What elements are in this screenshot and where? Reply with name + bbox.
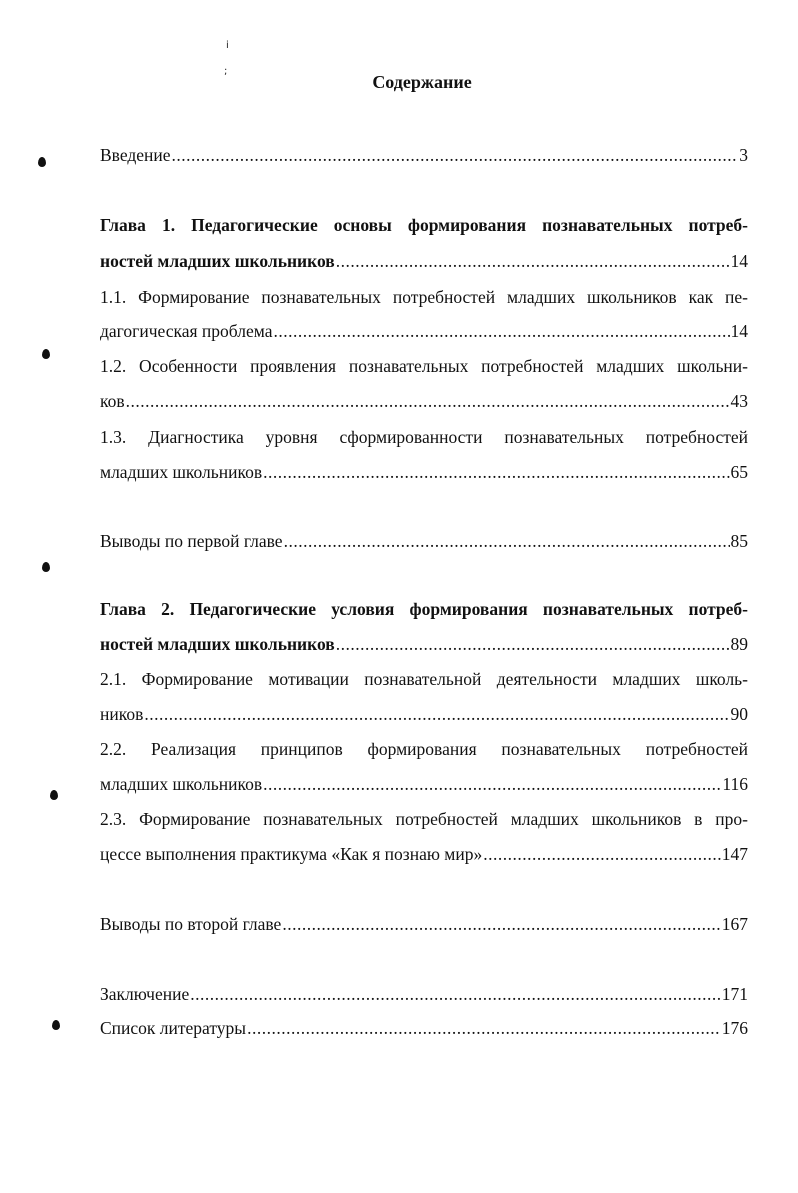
toc-page-number: 14: [730, 321, 748, 341]
toc-entry-title: Список литературы: [100, 1018, 247, 1038]
toc-page-number: 171: [721, 984, 748, 1004]
toc-entry-title: ностей младших школьников: [100, 251, 335, 271]
binding-hole-mark: [52, 1020, 60, 1030]
toc-entry-title: дагогическая проблема: [100, 321, 273, 341]
toc-entry-chapter-2-line1[interactable]: Глава 2. Педагогические условия формирования познавательных потреб-: [100, 599, 748, 619]
scan-mark: i: [226, 40, 229, 51]
dot-leader: [336, 250, 730, 272]
dot-leader: [190, 983, 721, 1005]
dot-leader: [336, 633, 730, 655]
toc-entry-title: младших школьников: [100, 462, 263, 482]
toc-entry-title: ников: [100, 704, 144, 724]
toc-page-number: 43: [730, 391, 748, 411]
dot-leader: [282, 913, 720, 935]
toc-page-number: 147: [721, 844, 748, 864]
toc-entry-chapter-2[interactable]: [100, 633, 748, 655]
toc-entry-title: ков: [100, 391, 125, 411]
toc-entry-conclusions-2[interactable]: [100, 913, 748, 935]
toc-page-number: 176: [721, 1018, 748, 1038]
toc-page-number: 65: [730, 462, 748, 482]
toc-page-number: 116: [722, 774, 748, 794]
toc-page-number: 89: [730, 634, 748, 654]
toc-entry-section-1-2-line1[interactable]: 1.2. Особенности проявления познавательных потребностей младших школьни-: [100, 356, 748, 376]
binding-hole-mark: [42, 349, 50, 359]
toc-page-number: 167: [721, 914, 748, 934]
toc-entry-section-2-2-line1[interactable]: 2.2. Реализация принципов формирования познавательных потребностей: [100, 739, 748, 759]
dot-leader: [483, 843, 721, 865]
toc-page-number: 85: [730, 531, 748, 551]
dot-leader: [144, 703, 729, 725]
dot-leader: [273, 320, 729, 342]
toc-entry-section-2-3[interactable]: [100, 843, 748, 865]
scan-mark: ;: [224, 66, 228, 77]
toc-entry-conclusion[interactable]: [100, 983, 748, 1005]
dot-leader: [284, 530, 730, 552]
toc-entry-section-1-3[interactable]: [100, 461, 748, 483]
toc-entry-title: Заключение: [100, 984, 190, 1004]
dot-leader: [247, 1017, 721, 1039]
toc-page-number: 3: [739, 145, 748, 165]
binding-hole-mark: [42, 562, 50, 572]
toc-page-number: 90: [730, 704, 748, 724]
toc-entry-chapter-1-line1[interactable]: Глава 1. Педагогические основы формирования познавательных потреб-: [100, 215, 748, 235]
toc-entry-title: Выводы по первой главе: [100, 531, 283, 551]
toc-entry-intro[interactable]: [100, 144, 748, 166]
dot-leader: [263, 773, 721, 795]
binding-hole-mark: [38, 157, 46, 167]
toc-entry-section-1-3-line1[interactable]: 1.3. Диагностика уровня сформированности познавательных потребностей: [100, 427, 748, 447]
binding-hole-mark: [50, 790, 58, 800]
toc-entry-chapter-1[interactable]: [100, 250, 748, 272]
page-title: Содержание: [372, 72, 472, 92]
toc-page-number: 14: [730, 251, 748, 271]
dot-leader: [263, 461, 729, 483]
toc-entry-title: Введение: [100, 145, 171, 165]
toc-entry-title: цессе выполнения практикума «Как я познаю мир»: [100, 844, 483, 864]
toc-entry-section-2-1-line1[interactable]: 2.1. Формирование мотивации познавательной деятельности младших школь-: [100, 669, 748, 689]
toc-entry-title: Выводы по второй главе: [100, 914, 282, 934]
dot-leader: [172, 144, 739, 166]
dot-leader: [126, 390, 730, 412]
toc-entry-section-1-1[interactable]: [100, 320, 748, 342]
toc-entry-section-1-1-line1[interactable]: 1.1. Формирование познавательных потребностей младших школьников как пе-: [100, 287, 748, 307]
toc-entry-references[interactable]: [100, 1017, 748, 1039]
toc-entry-title: ностей младших школьников: [100, 634, 335, 654]
toc-entry-section-2-3-line1[interactable]: 2.3. Формирование познавательных потребностей младших школьников в про-: [100, 809, 748, 829]
toc-entry-section-2-2[interactable]: [100, 773, 748, 795]
toc-entry-title: младших школьников: [100, 774, 263, 794]
toc-entry-section-1-2[interactable]: [100, 390, 748, 412]
toc-entry-conclusions-1[interactable]: [100, 530, 748, 552]
toc-entry-section-2-1[interactable]: [100, 703, 748, 725]
